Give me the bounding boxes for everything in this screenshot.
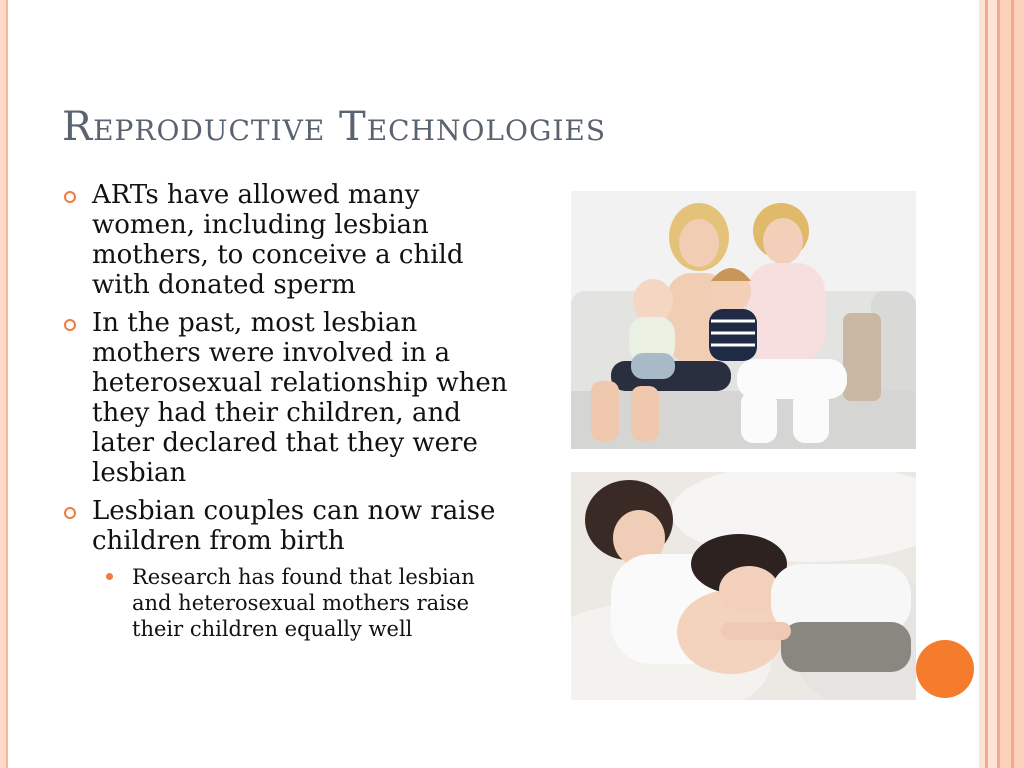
slide-title: Reproductive Technologies [62, 104, 607, 150]
photo-family-on-couch [571, 191, 916, 449]
family-photo-illustration [571, 191, 916, 449]
sub-bullet-item [92, 564, 512, 642]
photo-couple-resting [571, 472, 916, 700]
ring-bullet-icon [64, 319, 76, 331]
bullet-text: ARTs have allowed many women, including lesbian mothers, to conceive a child with donated sperm [92, 180, 464, 300]
right-edge-stripe [1011, 0, 1014, 768]
bullet-item [62, 180, 512, 300]
bullet-list [62, 180, 512, 650]
bullet-text: In the past, most lesbian mothers were involved in a heterosexual relationship when they had their children, and later declared that they were lesbian [92, 308, 508, 488]
right-edge-stripe [988, 0, 997, 768]
bullet-item [62, 496, 512, 642]
bullet-text: Lesbian couples can now raise children from birth [92, 496, 496, 556]
ring-bullet-icon [64, 191, 76, 203]
dot-bullet-icon [106, 573, 113, 580]
sub-bullet-text: Research has found that lesbian and heterosexual mothers raise their children equally well [132, 565, 475, 641]
couple-photo-illustration [571, 472, 916, 700]
ring-bullet-icon [64, 507, 76, 519]
orange-circle-decoration [916, 640, 974, 698]
bullet-item [62, 308, 512, 488]
left-edge-stripe [0, 0, 8, 768]
